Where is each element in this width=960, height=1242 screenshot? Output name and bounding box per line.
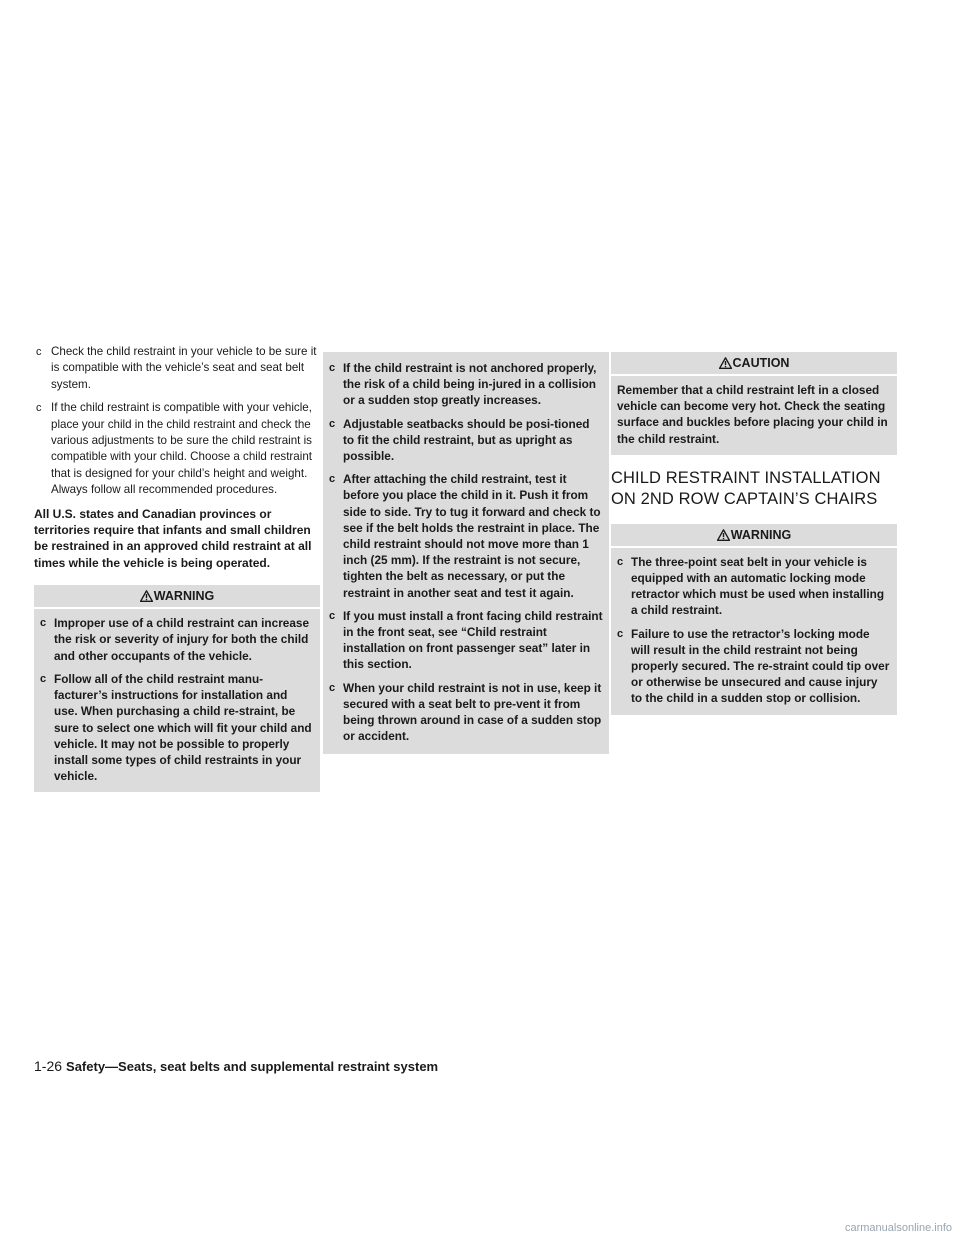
warning-box [34,585,320,792]
caution-header [611,352,897,376]
list-item [329,608,603,673]
bullet-mark: c [329,417,336,430]
bullet-text: Adjustable seatbacks should be posi-tioned to fit the child restraint, but as upright as possible. [343,416,590,464]
bullet-text: Failure to use the retractor’s locking mode will result in the child restraint not being properly secured. The re-straint could tip over or otherwise be unsecured and cause injury to the child in a sudden stop or collision. [631,626,890,706]
list-item [617,554,891,619]
heading-line-1: CHILD RESTRAINT INSTALLATION [611,468,881,487]
bullet-mark: c [617,627,624,640]
bullet-mark: c [40,617,47,630]
bullet-mark: c [36,402,42,415]
bullet-text: Check the child restraint in your vehicle to be sure it is compatible with the vehicle’s seat and seat belt system. [51,345,317,391]
bullet-text: Improper use of a child restraint can increase the risk or severity of injury for both the child and other occupants of the vehicle. [54,616,310,663]
list-item [40,615,314,664]
warning-title: WARNING [730,527,792,542]
warning-title: WARNING [153,589,215,604]
warning-box [611,524,897,715]
caution-box [611,352,897,455]
warning-triangle-icon [717,526,730,548]
section-heading [611,468,897,510]
section-title: Safety—Seats, seat belts and supplemental restraint system [66,1059,439,1074]
caution-title: CAUTION [732,356,790,370]
bullet-text: If the child restraint is not anchored properly, the risk of a child being in-jured in a collision or a sudden stop greatly increases. [343,361,597,408]
column-2 [323,352,609,754]
list-item [329,416,603,465]
list-item [40,671,314,784]
list-item [329,680,603,745]
page-footer [34,1058,438,1076]
bullet-mark: c [617,555,624,568]
list-item [329,471,603,601]
list-item [36,400,320,498]
bullet-text: When your child restraint is not in use, keep it secured with a seat belt to pre-vent it from being thrown around in case of a sudden stop or accident. [343,680,602,744]
bullet-text: The three-point seat belt in your vehicle is equipped with an automatic locking mode retractor which must be used when installing a child restraint. [631,554,885,618]
column-3 [611,352,897,715]
bullet-mark: c [329,362,336,374]
restraint-law-paragraph: All U.S. states and Canadian provinces or territories require that infants and small children be restrained in an approved child restraint at all times while the vehicle is being operated. [34,506,312,570]
heading-line-2: ON 2ND ROW CAPTAIN’S CHAIRS [611,489,878,508]
list-item [329,360,603,409]
warning-header [34,585,320,609]
bullet-text: If you must install a front facing child restraint in the front seat, see “Child restraint installation on front passenger seat” later in this section. [343,608,603,672]
bullet-text: Follow all of the child restraint manu-facturer’s instructions for installation and use. When purchasing a child re-straint, be sure to select one which will fit your child and vehicle. It may not be possible to properly install some types of child restraints in your vehicle. [54,671,312,784]
list-item [36,344,320,393]
bullet-mark: c [329,681,336,694]
bullet-mark: c [329,473,336,486]
bullet-text: After attaching the child restraint, test it before you place the child in it. Push it from side to side. Try to tug it forward and check to see if the belt holds the restraint in place. The child restraint should not move more than 1 inch (25 mm). If the restraint is not secure, tighten the belt as necessary, or put the restraint in another seat and test it again. [343,472,601,600]
warning-header [611,524,897,548]
warning-triangle-icon [140,587,153,609]
list-item [617,626,891,707]
caution-text: Remember that a child restraint left in a closed vehicle can become very hot. Check the seating surface and buckles before placing your child in the child restraint. [617,383,888,446]
bullet-mark: c [40,672,47,685]
bullet-mark: c [36,346,42,358]
warning-triangle-icon [719,354,732,376]
warning-box-continued [323,352,609,754]
page-number: 1-26 [34,1058,63,1074]
watermark-text: carmanualsonline.info [844,1222,952,1234]
bullet-text: If the child restraint is compatible with your vehicle, place your child in the child restraint and check the various adjustments to be sure the child restraint is compatible with your child. Choose a child restraint that is designed for your child’s height and weight. Always follow all recommended procedures. [51,401,312,497]
column-1 [34,344,320,792]
bullet-mark: c [329,609,336,622]
